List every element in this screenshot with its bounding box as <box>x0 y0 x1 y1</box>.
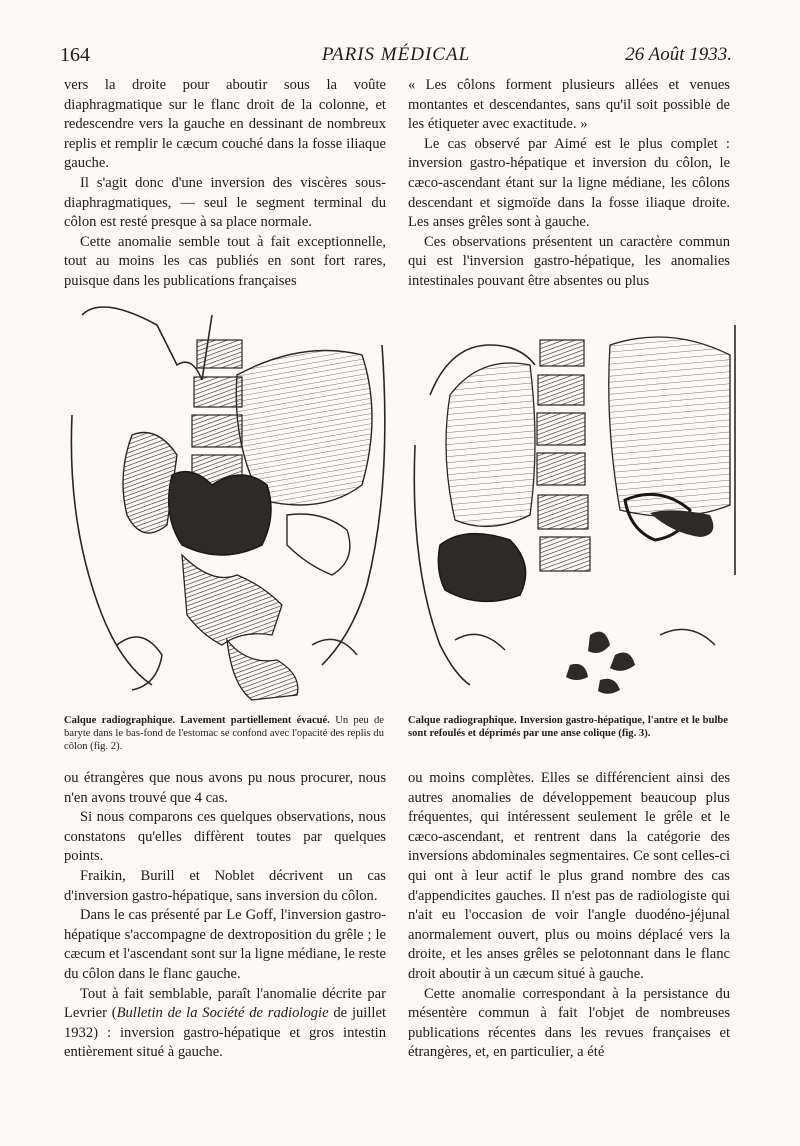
column-top-right <box>408 76 730 292</box>
column-bottom-left <box>64 769 386 1063</box>
paragraph: Il s'agit donc d'une inversion des viscères sous-diaphragmatiques, — seul le segment terminal du côlon est resté presque à sa place normale. <box>64 174 386 231</box>
paragraph: Cette anomalie semble tout à fait exceptionnelle, tout au moins les cas publiés en sont fort rares, puisque dans les publications françaises <box>64 233 386 289</box>
paragraph: ou étrangères que nous avons pu nous procurer, nous n'en avons trouvé que 4 cas. <box>64 770 386 806</box>
radiograph-tracing-left <box>62 285 392 713</box>
paragraph <box>64 985 386 1063</box>
page-number: 164 <box>60 44 90 66</box>
text-run: Tout à fait semblable, paraît l'anomalie décrite par Levrier ( <box>64 985 386 1022</box>
paragraph: Dans le cas présenté par Le Goff, l'inversion gastro-hépatique s'accompagne de dextroposition du grêle ; le cæcum et l'ascendant sont sur la ligne médiane, le reste du côlon dans le flanc gauche. <box>64 907 386 982</box>
caption-title: Calque radiographique. Lavement partiellement évacué. <box>64 715 330 726</box>
paragraph: « Les côlons forment plusieurs allées et venues montantes et descendantes, sans qu'il soit possible de les étiqueter avec exactitude. » <box>408 77 730 133</box>
issue-date: 26 Août 1933. <box>625 44 732 65</box>
journal-reference: Bulletin de la Société de radiologie <box>116 1005 329 1022</box>
paragraph: Cette anomalie correspondant à la persistance du mésentère commun à fait l'objet de nombreuses publications récentes dans les revues françaises et étrangères, et, en particulier, a été <box>408 985 730 1061</box>
radiograph-tracing-right <box>410 285 740 713</box>
figure-caption-left <box>64 714 384 753</box>
text-run: de juillet 1932) : inversion gastro-hépatique et gros intestin entièrement situé à gauche. <box>64 1005 386 1061</box>
paragraph: ou moins complètes. Elles se différencient ainsi des autres anomalies de développement beaucoup plus fréquentes, qui intéressent seulement le grêle et le cæco-ascendant, et rentrent dans la catégorie des inversions abdominales segmentaires. Ce sont celles-ci qui ont à leur actif le plus grand nombre des cas d'appendicites gauches. Il n'est pas de radiologiste qui n'ait eu l'occasion de voir l'angle duodéno-jéjunal anormalement ouvert, plus ou moins déplacé vers la droite, et les anses grêles se pelotonnant dans le flanc droit aboutir à un cæcum situé à gauche. <box>408 770 730 982</box>
column-bottom-right <box>408 769 730 1063</box>
paragraph: Fraikin, Burill et Noblet décrivent un cas d'inversion gastro-hépatique, sans inversion du côlon. <box>64 867 386 904</box>
figure-radiograph-right <box>410 285 740 713</box>
page-header <box>60 44 732 72</box>
caption-title: Calque radiographique. Inversion gastro-hépatique, l'antre et le bulbe sont refoulés et déprimés par une anse colique (fig. 3). <box>408 715 728 739</box>
caption-body: Un peu de baryte dans le bas-fond de l'estomac se confond avec l'opacité des replis du côlon (fig. 2). <box>64 715 384 752</box>
paragraph: Si nous comparons ces quelques observations, nous constatons qu'elles diffèrent toutes par quelques points. <box>64 809 386 865</box>
paragraph: vers la droite pour aboutir sous la voûte diaphragmatique sur le flanc droit de la colonne, et redescendre vers la gauche en dessinant de nombreux replis et remplir le cæcum couché dans la fosse iliaque gauche. <box>64 77 386 172</box>
paragraph: Le cas observé par Aimé est le plus complet : inversion gastro-hépatique et inversion du côlon, le cæco-ascendant étant sur la ligne médiane, les côlons descendant et sigmoïde dans la fosse iliaque droite. Les anses grêles sont à gauche. <box>408 135 730 231</box>
column-top-left <box>64 76 386 292</box>
paragraph: Ces observations présentent un caractère commun qui est l'inversion gastro-hépatique, les anomalies intestinales pouvant être absentes ou plus <box>408 233 730 289</box>
figure-caption-right <box>408 714 728 740</box>
journal-title: PARIS MÉDICAL <box>321 44 471 65</box>
figure-radiograph-left <box>62 285 392 713</box>
